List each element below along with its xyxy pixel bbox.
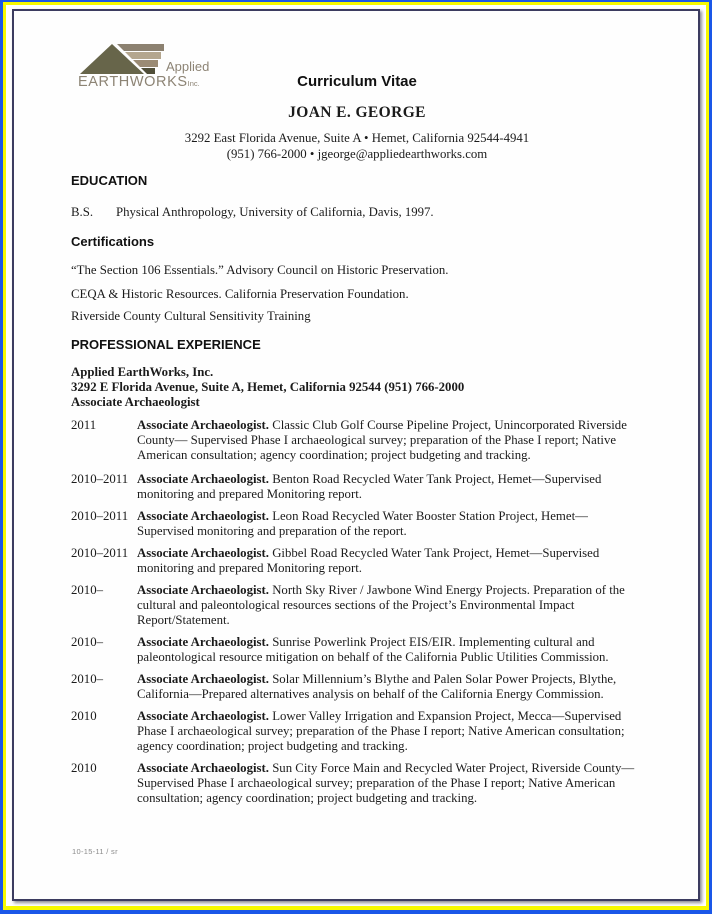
entry-description (137, 583, 643, 628)
employer-block (71, 365, 643, 410)
entry-description (137, 546, 643, 576)
page-content (14, 11, 698, 899)
entry-role: Associate Archaeologist. (137, 509, 269, 523)
entry-years: 2010–2011 (71, 546, 129, 560)
entry-role: Associate Archaeologist. (137, 709, 269, 723)
employer-name: Applied EarthWorks, Inc. (71, 365, 214, 379)
experience-entry (71, 546, 643, 576)
entry-role: Associate Archaeologist. (137, 546, 269, 560)
applied-earthworks-logo (78, 41, 228, 101)
certification-item: “The Section 106 Essentials.” Advisory Council on Historic Preservation. (71, 263, 449, 277)
logo-brand-suffix: Inc. (187, 79, 200, 88)
person-name: JOAN E. GEORGE (288, 104, 426, 121)
entry-role: Associate Archaeologist. (137, 583, 269, 597)
revision-note: 10-15-11 / sr (72, 847, 118, 856)
document-header (71, 11, 643, 166)
entry-role: Associate Archaeologist. (137, 635, 269, 649)
entry-project-detail: Gibbel Road Recycled Water Tank Project, Hemet—Supervised monitoring and prepared Monitoring report. (137, 546, 600, 575)
entry-description (137, 709, 643, 754)
education-heading: EDUCATION (71, 173, 148, 188)
experience-entry (71, 672, 643, 702)
entry-years: 2010–2011 (71, 509, 129, 523)
experience-entries (71, 418, 643, 806)
entry-years: 2010–2011 (71, 472, 129, 486)
certifications-heading: Certifications (71, 234, 155, 249)
entry-project-detail: Leon Road Recycled Water Booster Station Project, Hemet—Supervised monitoring and preparation of the report. (137, 509, 588, 538)
experience-entry (71, 635, 643, 665)
entry-years: 2011 (71, 418, 97, 432)
entry-description (137, 509, 643, 539)
experience-entry (71, 761, 643, 806)
entry-years: 2010 (71, 761, 97, 775)
entry-years: 2010 (71, 709, 97, 723)
entry-project-detail: Classic Club Golf Course Pipeline Project, Unincorporated Riverside County— Supervised Phase I archaeological survey; preparation of the Phase I report; Native American consultation; agency coordination; project budgeting and tracking. (137, 418, 627, 462)
entry-role: Associate Archaeologist. (137, 672, 269, 686)
entry-project-detail: Sunrise Powerlink Project EIS/EIR. Implementing cultural and paleontological resource mitigation on behalf of the California Public Utilities Commission. (137, 635, 609, 664)
doc-type-title: Curriculum Vitae (297, 73, 417, 90)
employer-address: 3292 E Florida Avenue, Suite A, Hemet, California 92544 (951) 766-2000 (71, 380, 465, 394)
degree-abbrev: B.S. (71, 205, 94, 219)
entry-years: 2010– (71, 635, 103, 649)
employer-job-title: Associate Archaeologist (71, 395, 200, 409)
entry-description (137, 761, 643, 806)
entry-project-detail: Sun City Force Main and Recycled Water Project, Riverside County— Supervised Phase I archaeological survey; preparation of the Phase I report; Native American consultation; agency coordination; project budgeting and tracking. (137, 761, 635, 805)
experience-entry (71, 509, 643, 539)
degree-row (71, 204, 643, 220)
resume-page (12, 9, 700, 901)
logo-brand-top: Applied (166, 59, 210, 74)
experience-entry (71, 472, 643, 502)
entry-role: Associate Archaeologist. (137, 472, 269, 486)
entry-description (137, 418, 643, 463)
degree-detail: Physical Anthropology, University of California, Davis, 1997. (116, 205, 434, 219)
logo-brand-bottom: EARTHWORKSInc. (78, 74, 200, 90)
entry-years: 2010– (71, 583, 103, 597)
entry-description (137, 672, 643, 702)
entry-project-detail: North Sky River / Jawbone Wind Energy Projects. Preparation of the cultural and paleontological resources sections of the Project’s Environmental Impact Report/Statement. (137, 583, 625, 627)
entry-role: Associate Archaeologist. (137, 418, 269, 432)
experience-heading: PROFESSIONAL EXPERIENCE (71, 337, 261, 352)
entry-role: Associate Archaeologist. (137, 761, 269, 775)
entry-project-detail: Benton Road Recycled Water Tank Project, Hemet—Supervised monitoring and prepared Monitoring report. (137, 472, 602, 501)
entry-description (137, 635, 643, 665)
certification-item: Riverside County Cultural Sensitivity Training (71, 309, 311, 323)
entry-project-detail: Solar Millennium’s Blythe and Palen Solar Power Projects, Blythe, California—Prepared alternatives analysis on behalf of the California Energy Commission. (137, 672, 617, 701)
experience-entry (71, 583, 643, 628)
certification-item: CEQA & Historic Resources. California Preservation Foundation. (71, 287, 409, 301)
entry-description (137, 472, 643, 502)
phone-email-line: (951) 766-2000 • jgeorge@appliedearthworks.com (226, 147, 488, 161)
experience-entry (71, 418, 643, 463)
experience-entry (71, 709, 643, 754)
entry-years: 2010– (71, 672, 103, 686)
address-line: 3292 East Florida Avenue, Suite A • Hemet, California 92544-4941 (184, 131, 530, 145)
entry-project-detail: Lower Valley Irrigation and Expansion Project, Mecca—Supervised Phase I archaeological survey; preparation of the Phase I report; Native American consultation; agency coordination; project budgeting and tracking. (137, 709, 625, 753)
